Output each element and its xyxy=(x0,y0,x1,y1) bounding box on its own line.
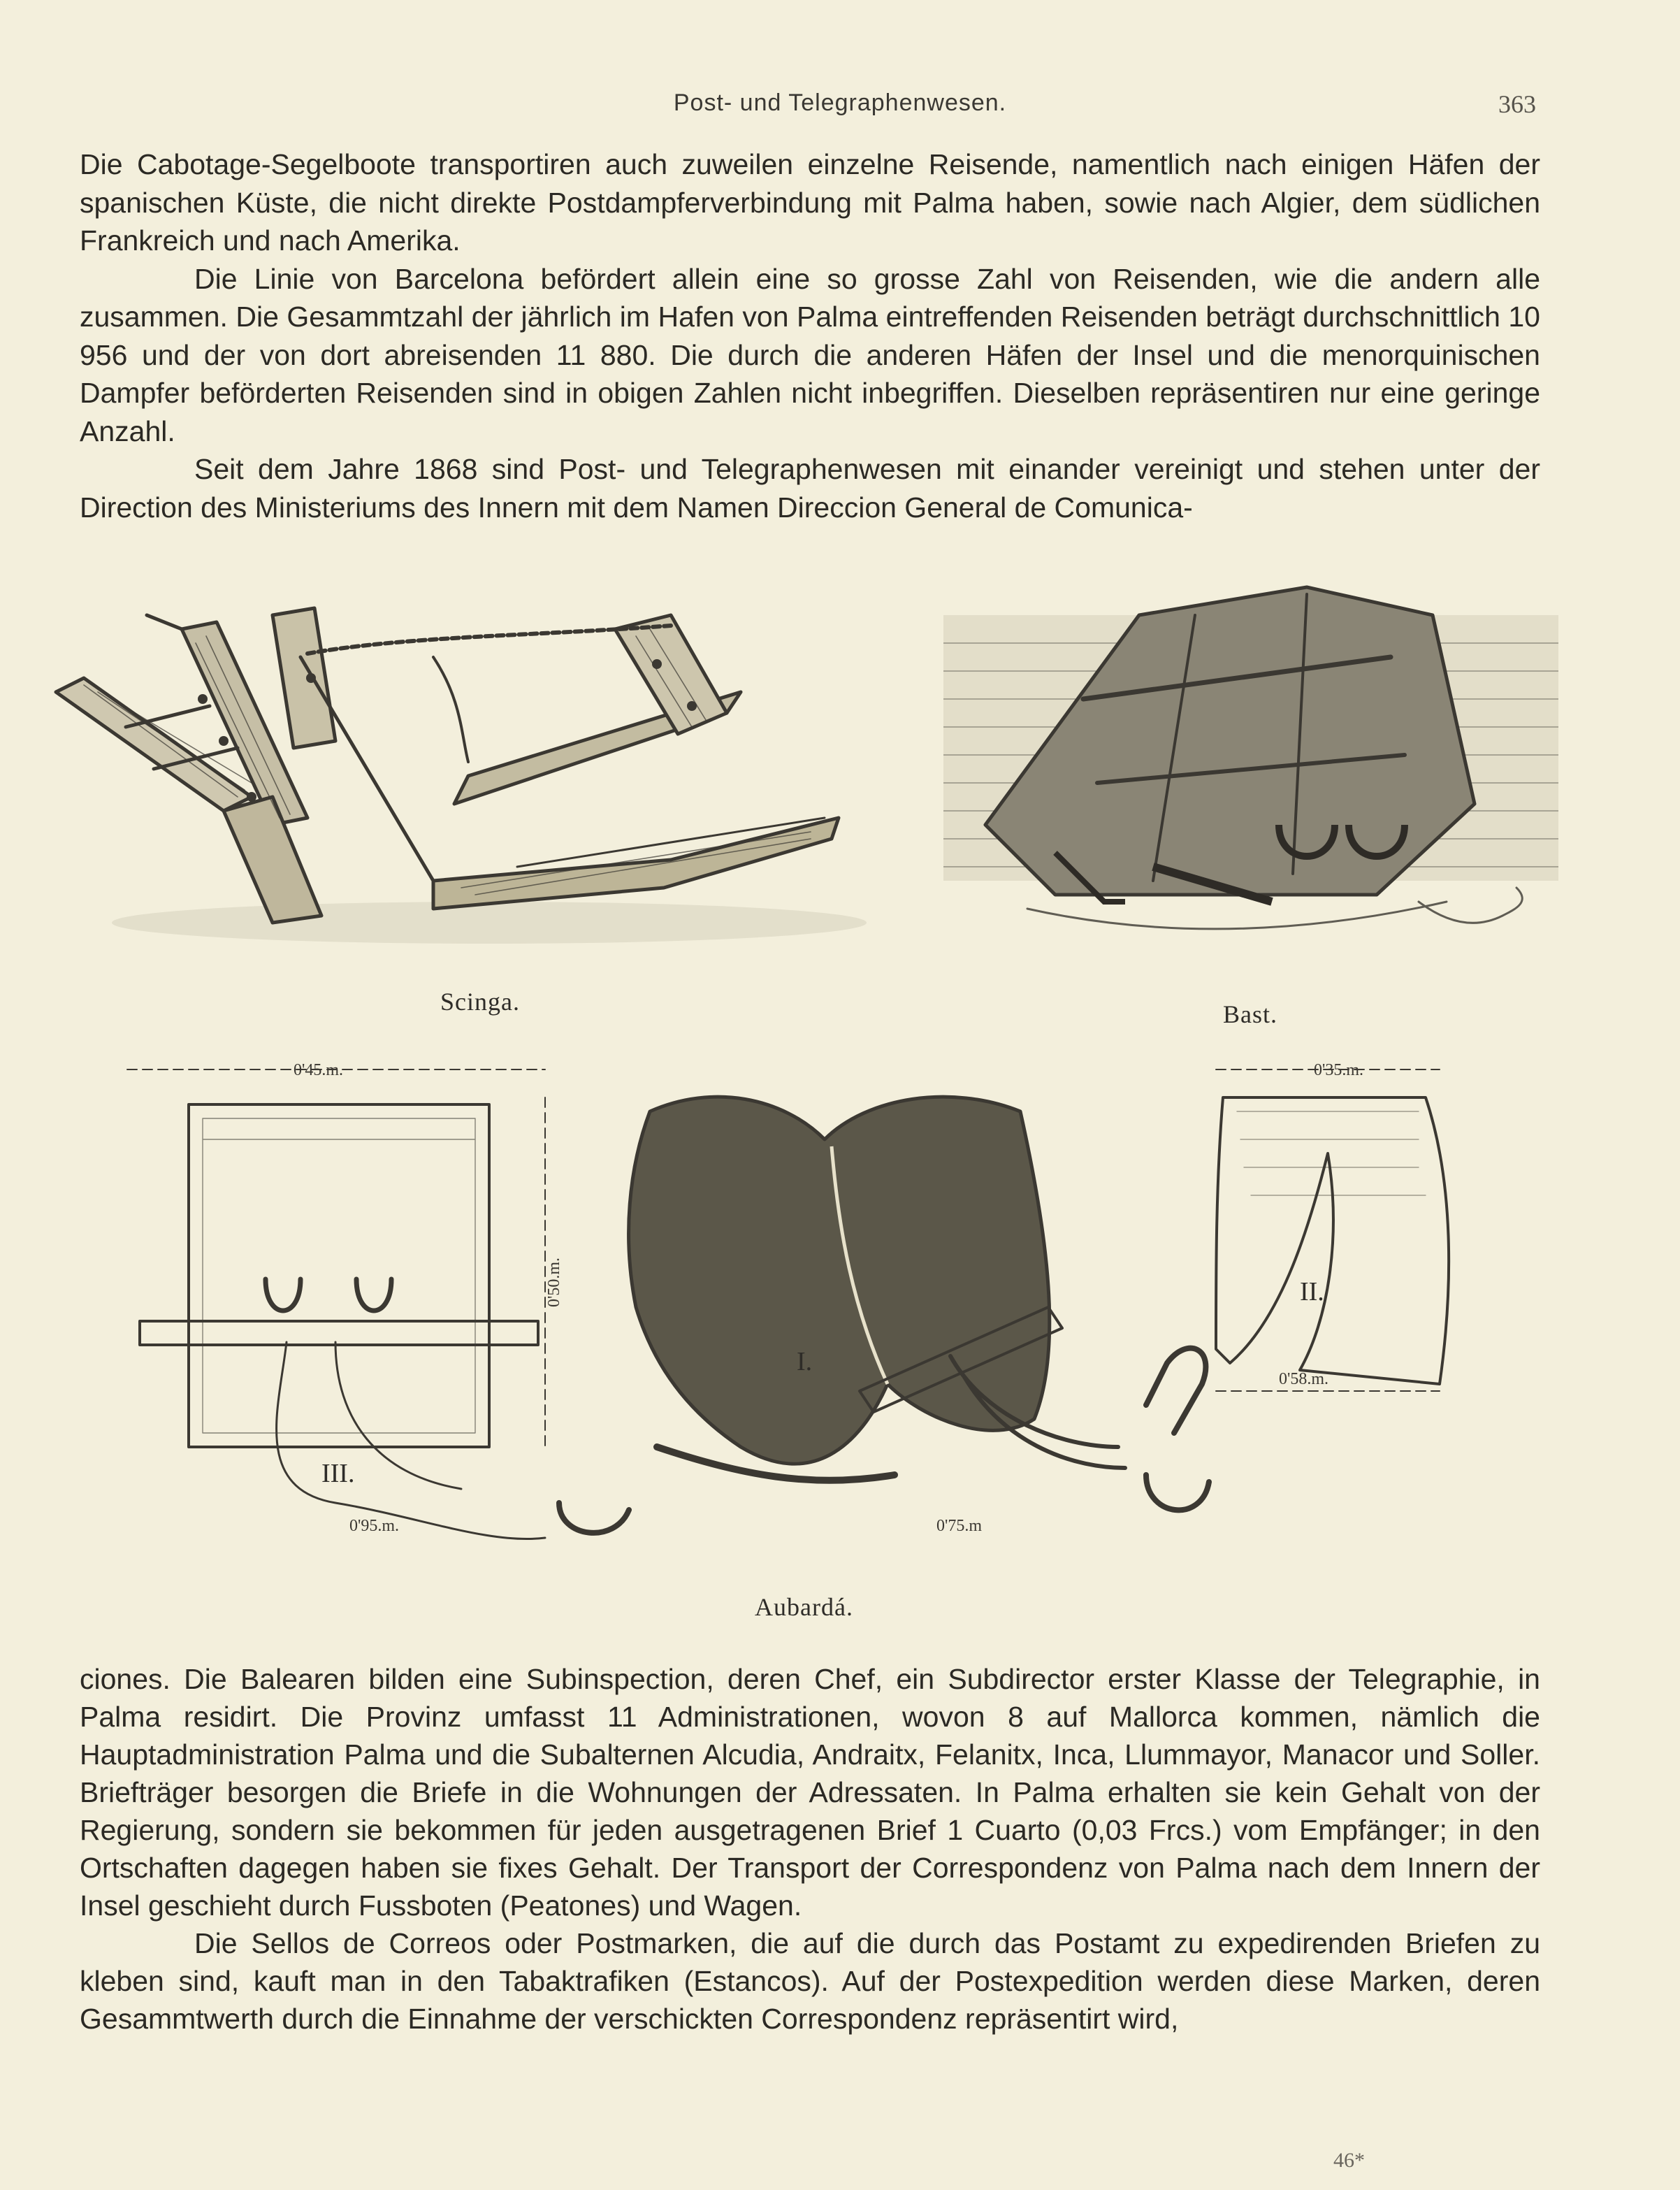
aubarda-caption: Aubardá. xyxy=(755,1593,853,1621)
paragraph: ciones. Die Balearen bilden eine Subinspection, deren Chef, ein Subdirector erster Klasse der Telegraphie, in Palma residirt. Die Provinz umfasst 11 Administrationen, wovon 8 auf Mallorca kommen, nämlich die Hauptadministration Palma und die Subalternen Alcudia, Andraitx, Felanitx, Inca, Llummayor, Manacor und Soller. Briefträger besorgen die Briefe in die Wohnungen der Adressaten. In Palma erhalten sie kein Gehalt von der Regierung, sondern sie bekommen für jeden ausgetragenen Brief 1 Cuarto (0,03 Frcs.) vom Empfänger; in den Ortschaften dagegen haben sie fixes Gehalt. Der Transport der Correspondenz von Palma nach dem Innern der Insel geschieht durch Fussboten (Peatones) und Wagen. xyxy=(80,1663,1540,1922)
bast-illustration xyxy=(943,573,1558,979)
running-header: Post- und Telegraphenwesen. xyxy=(673,89,1007,116)
paragraph: Die Sellos de Correos oder Postmarken, die auf die durch das Postamt zu expedirenden Briefen zu kleben sind, kauft man in den Tabaktrafiken (Estancos). Auf der Postexpedition werden diese Marken, deren Gesammtwerth durch die Einnahme der verschickten Correspondenz repräsentirt wird, xyxy=(80,1927,1540,2035)
aubarda-label-width-bottom: 0'95.m. xyxy=(349,1517,399,1535)
signature-mark: 46* xyxy=(1333,2149,1365,2172)
paragraph: Die Linie von Barcelona befördert allein eine so grosse Zahl von Reisenden, wie die andern alle zusammen. Die Gesammtzahl der jährlich im Hafen von Palma eintreffenden Reisenden beträgt durchschnittlich 10 956 und der von dort abreisenden 11 880. Die durch die anderen Häfen der Insel und die menorquinischen Dampfer beförderten Reisenden sind in obigen Zahlen nicht inbegriffen. Dieselben repräsentiren nur eine geringe Anzahl. xyxy=(80,262,1540,447)
scinga-caption: Scinga. xyxy=(440,988,520,1016)
bast-caption: Bast. xyxy=(1223,1000,1278,1028)
top-text-block xyxy=(80,145,1540,526)
scinga-illustration xyxy=(42,587,867,979)
paragraph: Seit dem Jahre 1868 sind Post- und Telegraphenwesen mit einander vereinigt und stehen unter der Direction des Ministeriums des Innern mit dem Namen Direccion General de Comunica- xyxy=(80,453,1540,524)
aubarda-label-strap-length: 0'75.m xyxy=(936,1517,982,1535)
aubarda-label-right-bottom: 0'58.m. xyxy=(1279,1370,1328,1388)
page-number: 363 xyxy=(1498,90,1536,118)
aubarda-part-two-drawing xyxy=(1216,1069,1449,1391)
aubarda-label-height-side: 0'50.m. xyxy=(545,1258,563,1307)
aubarda-label-width-top: 0'45.m. xyxy=(294,1061,343,1079)
paragraph: Die Cabotage-Segelboote transportiren auch zuweilen einzelne Reisende, namentlich nach einigen Häfen der spanischen Küste, die nicht direkte Postdampferverbindung mit Palma haben, sowie nach Algier, dem südlichen Frankreich und nach Amerika. xyxy=(80,148,1540,257)
aubarda-label-part-two: II. xyxy=(1300,1277,1324,1306)
aubarda-label-top-right: 0'35.m. xyxy=(1314,1061,1363,1079)
aubarda-label-part-three: III. xyxy=(321,1459,355,1488)
bottom-text-block xyxy=(80,1660,1540,2038)
aubarda-label-part-one: I. xyxy=(797,1347,813,1376)
aubarda-part-one-drawing xyxy=(559,1097,1209,1533)
aubarda-illustration xyxy=(126,1056,1482,1587)
